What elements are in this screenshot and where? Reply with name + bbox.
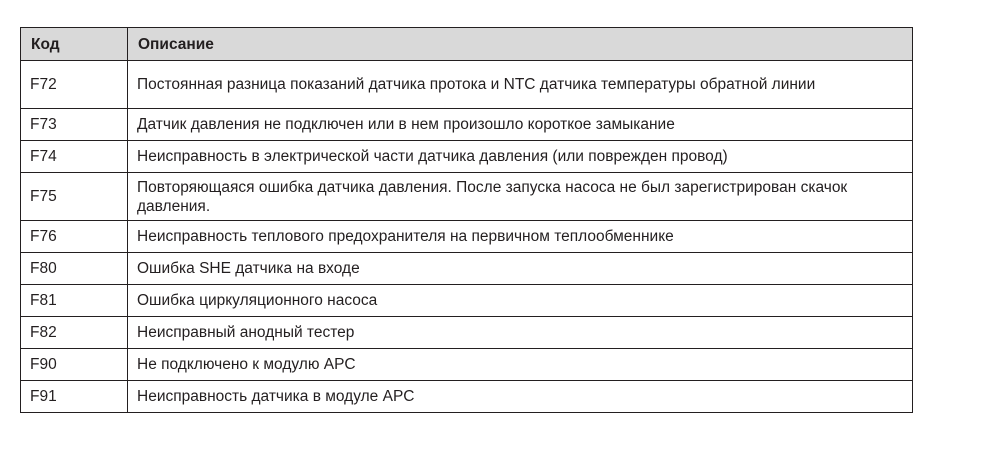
code-cell: F75 [21, 173, 128, 221]
column-header-description: Описание [128, 28, 913, 61]
table-row [21, 285, 913, 317]
description-cell: Неисправность теплового предохранителя на первичном теплообменнике [128, 221, 913, 253]
table-row [21, 317, 913, 349]
description-cell: Постоянная разница показаний датчика протока и NTC датчика температуры обратной линии [128, 61, 913, 109]
code-cell: F73 [21, 109, 128, 141]
description-cell: Повторяющаяся ошибка датчика давления. После запуска насоса не был зарегистрирован скачок давления. [128, 173, 913, 221]
table-row [21, 61, 913, 109]
description-cell: Ошибка циркуляционного насоса [128, 285, 913, 317]
table-row [21, 349, 913, 381]
code-cell: F90 [21, 349, 128, 381]
table-header-row [21, 28, 913, 61]
description-cell: Неисправность в электрической части датчика давления (или поврежден провод) [128, 141, 913, 173]
description-cell: Неисправность датчика в модуле APC [128, 381, 913, 413]
code-cell: F91 [21, 381, 128, 413]
table-row [21, 141, 913, 173]
code-cell: F72 [21, 61, 128, 109]
table-row [21, 109, 913, 141]
description-cell: Неисправный анодный тестер [128, 317, 913, 349]
code-cell: F74 [21, 141, 128, 173]
error-code-table [20, 27, 913, 413]
description-cell: Ошибка SHE датчика на входе [128, 253, 913, 285]
column-header-code: Код [21, 28, 128, 61]
table-row [21, 253, 913, 285]
description-cell: Датчик давления не подключен или в нем произошло короткое замыкание [128, 109, 913, 141]
table-row [21, 221, 913, 253]
code-cell: F80 [21, 253, 128, 285]
table-row [21, 173, 913, 221]
description-cell: Не подключено к модулю APC [128, 349, 913, 381]
code-cell: F76 [21, 221, 128, 253]
code-cell: F82 [21, 317, 128, 349]
code-cell: F81 [21, 285, 128, 317]
table-row [21, 381, 913, 413]
